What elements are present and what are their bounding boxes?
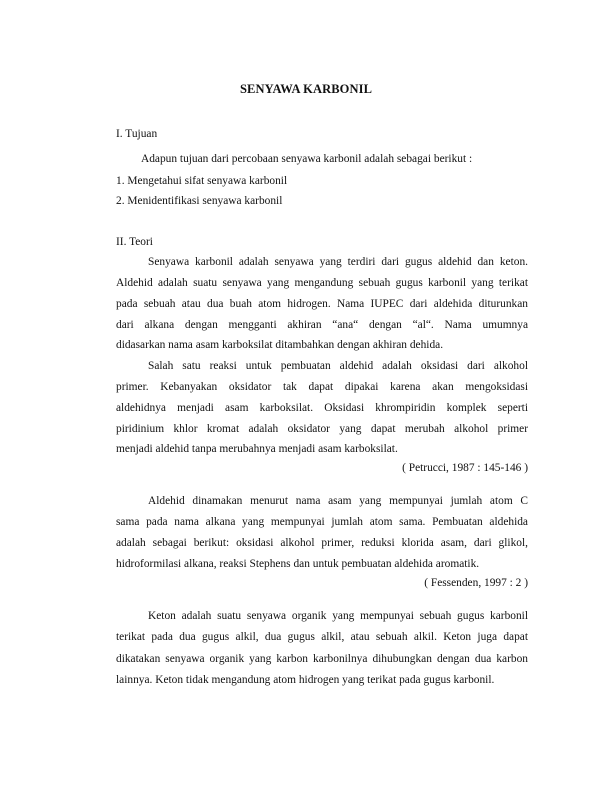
page-title: SENYAWA KARBONIL [239, 82, 373, 96]
paragraph-line: dari alkana dengan mengganti akhiran “ana“ dengan “al“. Nama umumnya [116, 319, 528, 331]
paragraph-line: Aldehid dinamakan menurut nama asam yang mempunyai jumlah atom C [148, 495, 528, 507]
paragraph-line: sama pada nama alkana yang mempunyai jumlah atom sama. Pembuatan aldehida [116, 516, 528, 528]
paragraph-line: Keton adalah suatu senyawa organik yang mempunyai sebuah gugus karbonil [148, 610, 528, 622]
paragraph-line: pada sebuah atau dua buah atom hidrogen. Nama IUPEC dari aldehida diturunkan [116, 298, 528, 310]
tujuan-intro: Adapun tujuan dari percobaan senyawa karbonil adalah sebagai berikut : [141, 153, 473, 165]
paragraph-line: terikat pada dua gugus alkil, dua gugus alkil, atau sebuah alkil. Keton juga dapat [116, 631, 528, 643]
paragraph-line: didasarkan nama asam karboksilat ditambahkan dengan akhiran dehida. [116, 339, 444, 351]
paragraph-line: menjadi aldehid tanpa merubahnya menjadi asam karboksilat. [116, 443, 398, 455]
section-heading-tujuan: I. Tujuan [116, 128, 158, 140]
paragraph-line: aldehidnya menjadi asam karboksilat. Oksidasi khrompiridin komplek seperti [116, 402, 528, 414]
section-heading-teori: II. Teori [116, 236, 153, 248]
paragraph-line: hidroformilasi alkana, reaksi Stephens dan untuk pembuatan aldehida aromatik. [116, 558, 480, 570]
paragraph-line: lainnya. Keton tidak mengandung atom hidrogen yang terikat pada gugus karbonil. [116, 674, 495, 686]
tujuan-item: 1. Mengetahui sifat senyawa karbonil [116, 175, 288, 187]
paragraph-line: piridinium khlor kromat adalah oksidator yang dapat merubah alkohol primer [116, 423, 528, 435]
citation: ( Petrucci, 1987 : 145-146 ) [402, 462, 528, 474]
paragraph-line: adalah sebagai berikut: oksidasi alkohol primer, reduksi klorida asam, dari glikol, [116, 537, 528, 549]
paragraph-line: dikatakan senyawa organik yang karbon karbonilnya dihubungkan dengan dua karbon [116, 653, 528, 665]
tujuan-item: 2. Menidentifikasi senyawa karbonil [116, 195, 283, 207]
paragraph-line: Senyawa karbonil adalah senyawa yang terdiri dari gugus aldehid dan keton. [148, 256, 528, 268]
citation: ( Fessenden, 1997 : 2 ) [424, 577, 528, 589]
paragraph-line: Salah satu reaksi untuk pembuatan aldehid adalah oksidasi dari alkohol [148, 360, 528, 372]
paragraph-line: Aldehid adalah suatu senyawa yang mengandung sebuah gugus karbonil yang terikat [116, 277, 528, 289]
paragraph-line: primer. Kebanyakan oksidator tak dapat dipakai karena akan mengoksidasi [116, 381, 528, 393]
